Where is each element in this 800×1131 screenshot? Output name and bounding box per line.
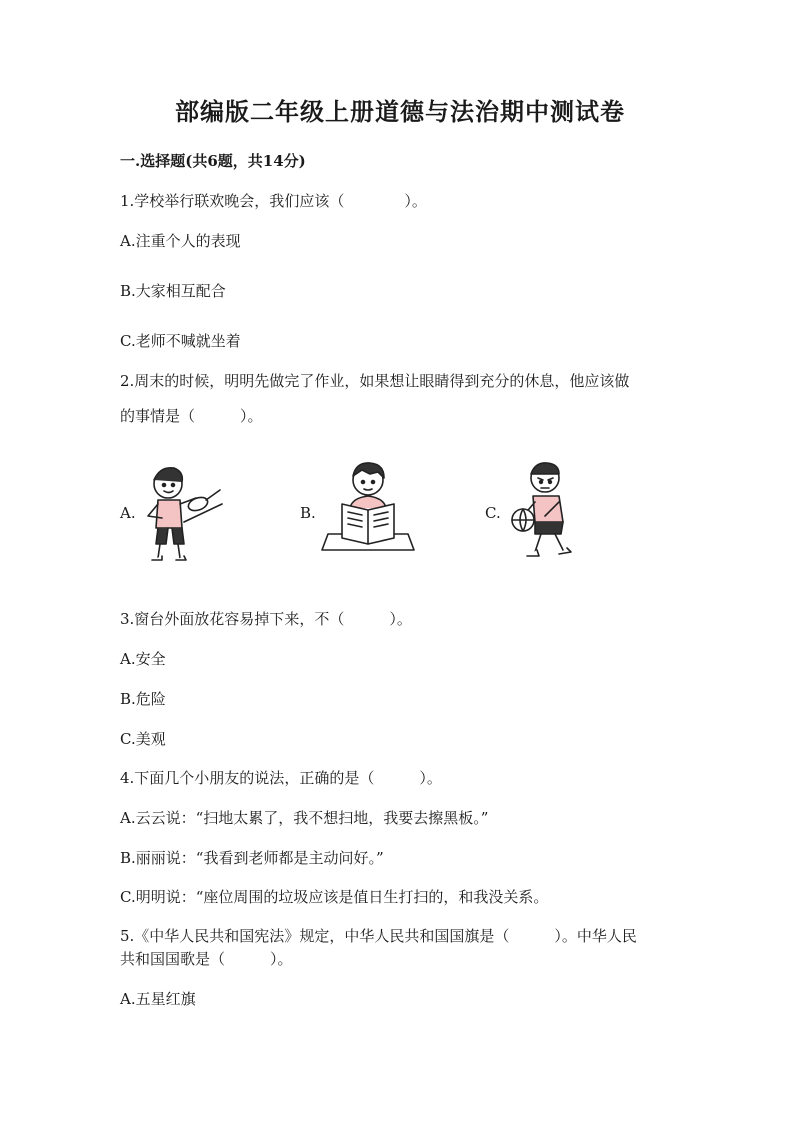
- boy-reading-book-image: [318, 458, 418, 558]
- question-5-stem-line2: 共和国国歌是（ ）。: [120, 950, 293, 968]
- question-1-option-c: C.老师不喊就坐着: [120, 332, 241, 350]
- question-3-option-a: A.安全: [120, 650, 166, 668]
- question-1-option-b: B.大家相互配合: [120, 282, 226, 300]
- question-1-stem: 1.学校举行联欢晚会，我们应该（ ）。: [120, 192, 427, 210]
- question-5-option-a: A.五星红旗: [120, 990, 196, 1008]
- picture-option-b-label: B.: [300, 504, 316, 522]
- question-4-option-b: B.丽丽说：“我看到老师都是主动问好。”: [120, 849, 384, 867]
- question-1-option-a: A.注重个人的表现: [120, 232, 241, 250]
- page-title: 部编版二年级上册道德与法治期中测试卷: [175, 97, 625, 126]
- question-2-stem-line1: 2.周末的时候，明明先做完了作业，如果想让眼睛得到充分的休息，他应该做: [120, 372, 630, 390]
- boy-playing-violin-image: [140, 460, 230, 570]
- picture-option-a-label: A.: [120, 504, 136, 522]
- question-4-stem: 4.下面几个小朋友的说法，正确的是（ ）。: [120, 769, 442, 787]
- section-heading-choice: 一.选择题(共6题，共14分): [120, 152, 306, 170]
- question-2-stem-line2: 的事情是（ ）。: [120, 407, 263, 425]
- question-3-option-b: B.危险: [120, 690, 166, 708]
- question-3-option-c: C.美观: [120, 730, 166, 748]
- question-3-stem: 3.窗台外面放花容易掉下来，不（ ）。: [120, 610, 412, 628]
- boy-playing-basketball-image: [505, 458, 580, 566]
- picture-option-c-label: C.: [485, 504, 501, 522]
- question-4-option-c: C.明明说：“座位周围的垃圾应该是值日生打扫的，和我没关系。: [120, 888, 549, 906]
- question-4-option-a: A.云云说：“扫地太累了，我不想扫地，我要去擦黑板。”: [120, 809, 489, 827]
- question-5-stem-line1: 5.《中华人民共和国宪法》规定，中华人民共和国国旗是（ ）。中华人民: [120, 927, 637, 945]
